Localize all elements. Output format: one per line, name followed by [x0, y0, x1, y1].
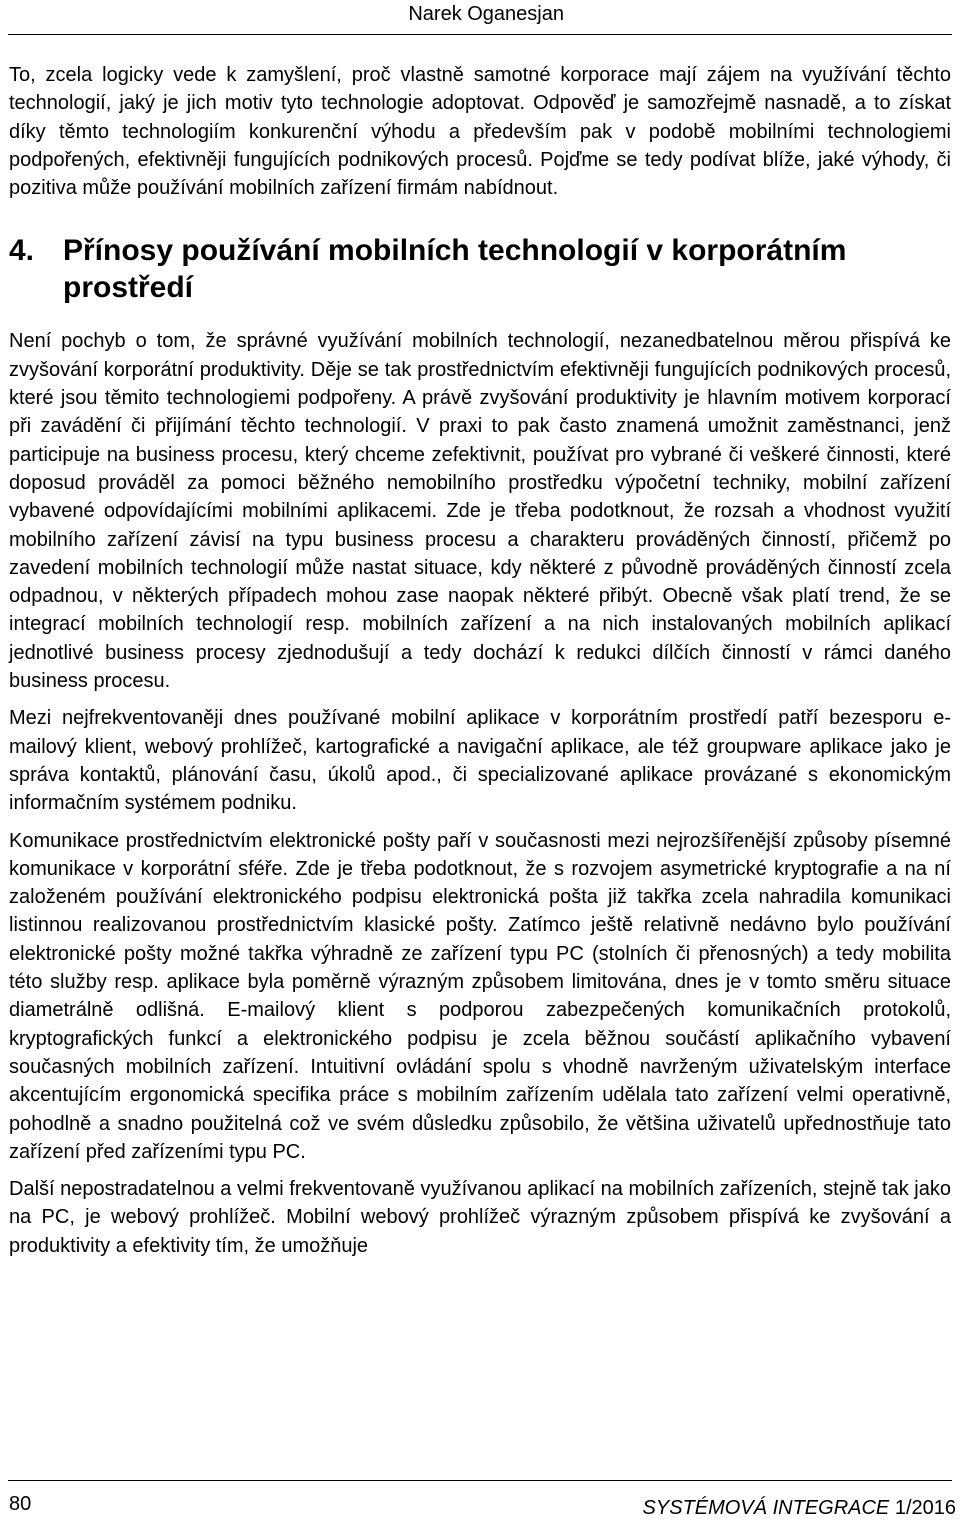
- body-paragraph-3: Komunikace prostřednictvím elektronické pošty paří v současnosti mezi nejrozšířenější způsoby písemné komunikace v korporátní sféře. Zde je třeba podotknout, že s rozvojem asymetrické kryptografie a na ní založeném používání elektronického podpisu elektronická pošta již takřka zcela nahradila komunikaci listinnou realizovanou prostřednictvím klasické pošty. Zatímco ještě relativně nedávno bylo používání elektronické pošty možné takřka výhradně ze zařízení typu PC (stolních či přenosných) a tedy mobilita této služby resp. aplikace byla poměrně výrazným způsobem limitována, dnes je v tomto směru situace diametrálně odlišná. E-mailový klient s podporou zabezpečených komunikačních protokolů, kryptografických funkcí a elektronického podpisu je zcela běžnou součástí aplikačního vybavení současných mobilních zařízení. Intuitivní ovládání spolu s vhodně navrženým uživatelským interface akcentujícím ergonomická specifika práce s mobilním zařízením udělala tato zařízení velmi operativně, pohodlně a snadno použitelná což ve svém důsledku způsobilo, že většina uživatelů upřednostňuje tato zařízení před zařízeními typu PC.: [9, 829, 951, 1163]
- header-author: Narek Oganesjan: [408, 3, 564, 25]
- body-paragraph-1: Není pochyb o tom, že správné využívání mobilních technologií, nezanedbatelnou měrou přispívá ke zvyšování korporátní produktivity. Děje se tak prostřednictvím efektivněji fungujících podnikových procesů, které jsou těmito technologiemi podpořeny. A právě zvyšování produktivity je hlavním motivem korporací při zavádění či přijímání těchto technologií. V praxi to pak často znamená umožnit zaměstnanci, jenž participuje na business procesu, který chceme zefektivnit, používat pro vybrané či veškeré činnosti, které doposud prováděl za pomoci běžného nemobilního prostředku výpočetní techniky, mobilní zařízení vybavené odpovídajícími mobilními aplikacemi. Zde je třeba podotknout, že rozsah a vhodnost využití mobilního zařízení závisí na typu business procesu a charakteru prováděných činností, přičemž po zavedení mobilních technologií může nastat situace, kdy některé z původně prováděných činností zcela odpadnou, v některých případech mohou zase naopak některé přibýt. Obecně však platí trend, že se integrací mobilních technologií resp. mobilních zařízení a na nich instalovaných mobilních aplikací jednotlivé business procesy zjednodušují a tedy dochází k redukci dílčích činností v rámci daného business procesu.: [9, 330, 951, 693]
- running-header: [0, 0, 960, 40]
- page-footer: [0, 1470, 960, 1521]
- body-paragraph-4: Další nepostradatelnou a velmi frekventovaně využívanou aplikací na mobilních zařízeních, stejně tak jako na PC, je webový prohlížeč. Mobilní webový prohlížeč výrazným způsobem přispívá ke zvyšování a produktivity a efektivity tím, že umožňuje: [9, 1178, 951, 1257]
- section-heading: [9, 232, 951, 306]
- section-number: 4.: [9, 234, 35, 268]
- footer-rule: [8, 1480, 952, 1481]
- journal-issue: 1/2016: [894, 1497, 956, 1519]
- page-number: 80: [9, 1493, 32, 1515]
- intro-paragraph: To, zcela logicky vede k zamyšlení, proč vlastně samotné korporace mají zájem na využívání těchto technologií, jaký je jich motiv tyto technologie adoptovat. Odpověď je samozřejmě nasnadě, a to získat díky těmto technologiím konkurenční výhodu a především pak v podobě mobilními technologiemi podpořených, efektivněji fungujících podnikových procesů. Pojďme se tedy podívat blíže, jaké výhody, či pozitiva může používání mobilních zařízení firmám nabídnout.: [9, 64, 951, 200]
- page-content: [9, 61, 951, 1269]
- header-rule: [8, 34, 952, 35]
- body-paragraph-2: Mezi nejfrekventovaněji dnes používané mobilní aplikace v korporátním prostředí patří bezesporu e-mailový klient, webový prohlížeč, kartografické a navigační aplikace, ale též groupware aplikace jako je správa kontaktů, plánování času, úkolů apod., či specializované aplikace provázané s ekonomickým informačním systémem podniku.: [9, 707, 951, 815]
- section-title: Přínosy používání mobilních technologií v korporátním prostředí: [63, 234, 847, 305]
- journal-name: [643, 1496, 956, 1520]
- journal-title-text: SYSTÉMOVÁ INTEGRACE: [642, 1497, 890, 1519]
